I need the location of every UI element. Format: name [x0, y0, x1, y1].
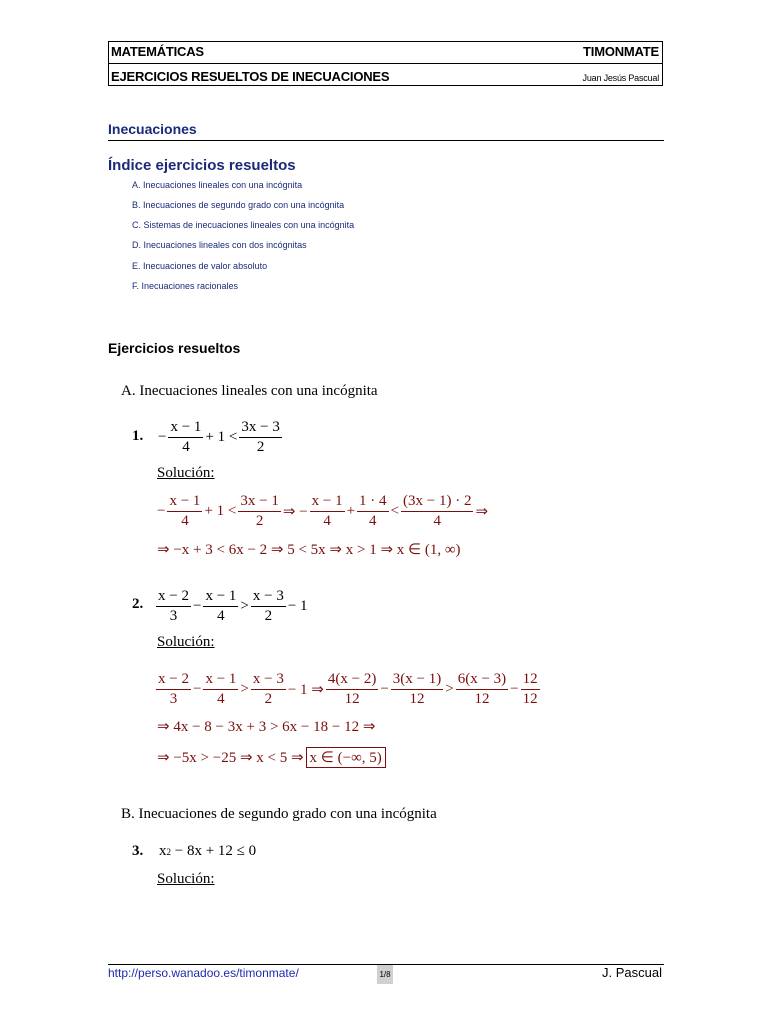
denominator: 12 — [344, 691, 360, 707]
header-subject: MATEMÁTICAS — [111, 44, 204, 59]
math-op: > — [240, 598, 249, 614]
fraction — [203, 671, 238, 708]
numerator: x − 1 — [203, 671, 238, 690]
index-item-b[interactable]: B. Inecuaciones de segundo grado con una incógnita — [132, 200, 345, 210]
section-b-heading: B. Inecuaciones de segundo grado con una incógnita — [121, 806, 437, 822]
section-divider — [108, 140, 664, 141]
exercise-2-solution-line-1 — [155, 671, 541, 708]
math-op: ⇒ − — [282, 504, 308, 520]
index-title: Índice ejercicios resueltos — [108, 157, 296, 174]
fraction — [168, 419, 203, 456]
numerator: 3x − 3 — [239, 419, 281, 438]
index-item-d[interactable]: D. Inecuaciones lineales con dos incógnitas — [132, 240, 307, 250]
fraction — [251, 671, 286, 708]
exercise-3-solution-label: Solución: — [157, 871, 215, 887]
exercise-2-solution-line-3 — [157, 747, 386, 768]
fraction — [239, 419, 281, 456]
numerator: 3x − 1 — [238, 493, 280, 512]
section-a-heading: A. Inecuaciones lineales con una incógnita — [121, 383, 378, 399]
denominator: 4 — [217, 608, 225, 624]
math-op: − 1 ⇒ — [287, 682, 324, 698]
fraction — [310, 493, 345, 530]
exercise-2-number: 2. — [132, 596, 144, 612]
math-op: − — [157, 503, 166, 519]
index-item-f[interactable]: F. Inecuaciones racionales — [132, 281, 239, 291]
numerator: x − 2 — [156, 671, 191, 690]
numerator: x − 1 — [310, 493, 345, 512]
page-header — [108, 41, 663, 86]
denominator: 4 — [217, 691, 225, 707]
exercise-2-solution-line-2: ⇒ 4x − 8 − 3x + 3 > 6x − 18 − 12 ⇒ — [157, 719, 376, 735]
fraction — [203, 588, 238, 625]
numerator: x − 3 — [251, 588, 286, 607]
fraction — [357, 493, 389, 530]
denominator: 12 — [409, 691, 425, 707]
math-op: ⇒ — [475, 504, 489, 520]
fraction — [251, 588, 286, 625]
math-op: > — [445, 681, 454, 697]
math-text: x — [159, 843, 167, 859]
denominator: 4 — [182, 439, 190, 455]
fraction — [156, 588, 191, 625]
math-op: < — [390, 503, 400, 519]
denominator: 3 — [169, 608, 178, 624]
page-number: 1/8 — [377, 965, 393, 984]
header-brand: TIMONMATE — [583, 44, 659, 59]
fraction — [391, 671, 443, 708]
math-op: − — [510, 681, 519, 697]
exercise-1-solution-label: Solución: — [157, 465, 215, 481]
header-divider — [109, 63, 662, 64]
exercise-1-solution-line-2: ⇒ −x + 3 < 6x − 2 ⇒ 5 < 5x ⇒ x > 1 ⇒ x ∈ (1, ∞) — [157, 542, 461, 558]
numerator: x − 2 — [156, 588, 191, 607]
math-op: + 1 < — [204, 503, 237, 519]
numerator: x − 1 — [203, 588, 238, 607]
exercise-3-number: 3. — [132, 843, 144, 859]
denominator: 2 — [264, 608, 273, 624]
numerator: 4(x − 2) — [326, 671, 378, 690]
numerator: x − 3 — [251, 671, 286, 690]
math-exponent: 2 — [166, 846, 171, 857]
header-title: EJERCICIOS RESUELTOS DE INECUACIONES — [111, 69, 390, 84]
index-item-c[interactable]: C. Sistemas de inecuaciones lineales con una incógnita — [132, 220, 355, 230]
numerator: 12 — [521, 671, 540, 690]
exercise-1-number: 1. — [132, 428, 144, 444]
exercise-2-solution-label: Solución: — [157, 634, 215, 650]
denominator: 4 — [369, 513, 377, 529]
fraction — [521, 671, 540, 708]
denominator: 2 — [264, 691, 273, 707]
math-op: + 1 < — [205, 429, 238, 445]
math-op: − — [192, 681, 202, 697]
denominator: 12 — [474, 691, 490, 707]
header-author: Juan Jesús Pascual — [582, 73, 659, 83]
denominator: 2 — [255, 513, 264, 529]
denominator: 2 — [256, 439, 265, 455]
fraction — [456, 671, 508, 708]
fraction — [238, 493, 280, 530]
exercise-2-statement — [155, 588, 309, 625]
exercise-3-statement — [159, 843, 256, 860]
fraction — [401, 493, 473, 530]
exercise-1-solution-line-1 — [156, 493, 489, 530]
footer-link[interactable]: http://perso.wanadoo.es/timonmate/ — [108, 966, 299, 980]
math-op: > — [240, 681, 249, 697]
index-item-a[interactable]: A. Inecuaciones lineales con una incógnita — [132, 180, 303, 190]
fraction — [167, 493, 202, 530]
section-title: Inecuaciones — [108, 121, 197, 137]
math-op: + — [346, 503, 356, 519]
solved-title: Ejercicios resueltos — [108, 340, 241, 356]
numerator: x − 1 — [168, 419, 203, 438]
numerator: 3(x − 1) — [391, 671, 443, 690]
index-item-e[interactable]: E. Inecuaciones de valor absoluto — [132, 261, 268, 271]
denominator: 4 — [323, 513, 331, 529]
footer-author: J. Pascual — [602, 965, 662, 980]
denominator: 4 — [181, 513, 189, 529]
denominator: 12 — [522, 691, 538, 707]
math-op: − — [192, 598, 202, 614]
math-text: ⇒ −5x > −25 ⇒ x < 5 ⇒ — [157, 750, 304, 766]
math-text: − 8x + 12 ≤ 0 — [171, 843, 257, 859]
math-op: − 1 — [287, 598, 308, 614]
denominator: 4 — [433, 513, 441, 529]
numerator: 1 · 4 — [357, 493, 389, 512]
numerator: (3x − 1) · 2 — [401, 493, 473, 512]
math-op: − — [380, 681, 389, 697]
numerator: 6(x − 3) — [456, 671, 508, 690]
exercise-1-statement — [157, 419, 283, 456]
math-op: − — [158, 429, 167, 445]
numerator: x − 1 — [167, 493, 202, 512]
fraction — [156, 671, 191, 708]
exercise-2-answer-box: x ∈ (−∞, 5) — [306, 747, 386, 768]
fraction — [326, 671, 378, 708]
denominator: 3 — [169, 691, 178, 707]
